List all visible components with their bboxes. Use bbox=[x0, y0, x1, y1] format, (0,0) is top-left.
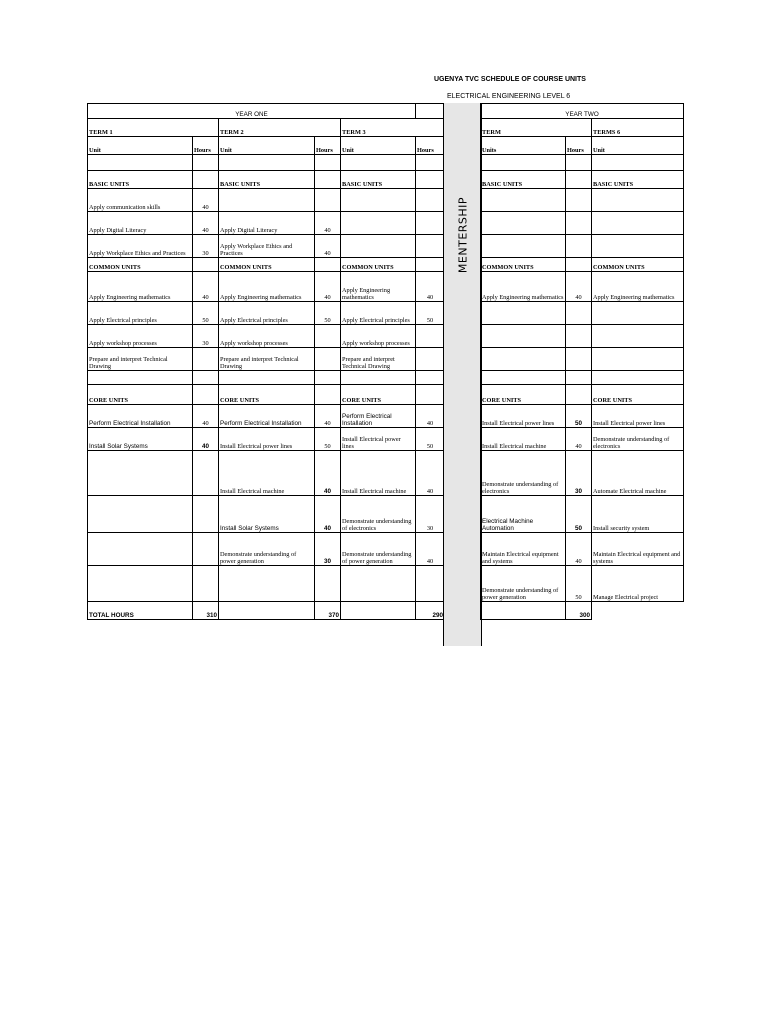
hours-cell: 50 bbox=[315, 302, 341, 325]
unit-cell: BASIC UNITS bbox=[219, 171, 315, 189]
hours-cell: 40 bbox=[315, 212, 341, 235]
total-term-3: 290 bbox=[416, 602, 445, 620]
unit-cell: Apply Engineering mathematics bbox=[88, 272, 193, 302]
hours-cell: 50 bbox=[416, 302, 445, 325]
unit-cell bbox=[592, 189, 684, 212]
unit-col-header: Unit bbox=[88, 137, 193, 155]
table-row bbox=[88, 566, 445, 602]
unit-cell: Apply Workplace Ethics and Practices bbox=[88, 235, 193, 258]
unit-cell: Install Electrical power lines bbox=[592, 405, 684, 428]
unit-cell bbox=[88, 371, 193, 385]
table-row bbox=[481, 302, 684, 325]
hours-cell bbox=[566, 258, 592, 272]
unit-cell bbox=[341, 212, 416, 235]
hours-cell bbox=[416, 566, 445, 602]
table-row bbox=[88, 371, 445, 385]
hours-cell bbox=[566, 171, 592, 189]
hours-cell bbox=[315, 171, 341, 189]
unit-cell bbox=[88, 496, 193, 533]
hours-cell bbox=[315, 348, 341, 371]
unit-cell bbox=[481, 325, 566, 348]
unit-cell bbox=[219, 155, 315, 171]
unit-cell bbox=[592, 371, 684, 385]
empty-cell bbox=[416, 104, 445, 119]
unit-cell bbox=[219, 566, 315, 602]
total-hours-label: TOTAL HOURS bbox=[88, 602, 193, 620]
unit-cell bbox=[341, 566, 416, 602]
table-row bbox=[88, 212, 445, 235]
empty-cell bbox=[592, 602, 684, 620]
hours-cell: 40 bbox=[193, 405, 219, 428]
term-6-header: TERMS 6 bbox=[592, 119, 684, 137]
table-row bbox=[88, 235, 445, 258]
empty-cell bbox=[481, 602, 566, 620]
table-row bbox=[88, 428, 445, 451]
hours-cell bbox=[193, 496, 219, 533]
hours-cell: 50 bbox=[315, 428, 341, 451]
unit-cell: Apply Electrical principles bbox=[88, 302, 193, 325]
unit-cell bbox=[88, 451, 193, 496]
empty-cell bbox=[219, 602, 315, 620]
hours-cell bbox=[416, 171, 445, 189]
hours-cell: 50 bbox=[566, 496, 592, 533]
hours-cell: 50 bbox=[193, 302, 219, 325]
hours-cell: 50 bbox=[566, 566, 592, 602]
table-row bbox=[481, 496, 684, 533]
total-year-two: 300 bbox=[566, 602, 592, 620]
unit-cell: Apply Workplace Ethics and Practices bbox=[219, 235, 315, 258]
hours-cell bbox=[193, 385, 219, 405]
unit-cell bbox=[592, 302, 684, 325]
unit-cell: Maintain Electrical equipment and systems bbox=[592, 533, 684, 566]
year-one-table bbox=[87, 103, 445, 620]
hours-cell bbox=[566, 302, 592, 325]
unit-cell: Apply Electrical principles bbox=[341, 302, 416, 325]
year-two-header: YEAR TWO bbox=[481, 104, 684, 119]
hours-cell bbox=[193, 451, 219, 496]
unit-cell: Automate Electrical machine bbox=[592, 451, 684, 496]
hours-cell: 40 bbox=[416, 272, 445, 302]
unit-col-header: Unit bbox=[592, 137, 684, 155]
hours-cell: 40 bbox=[416, 451, 445, 496]
unit-cell bbox=[481, 302, 566, 325]
hours-cell: 30 bbox=[566, 451, 592, 496]
hours-cell: 30 bbox=[315, 533, 341, 566]
table-row bbox=[481, 155, 684, 171]
term-2-header: TERM 2 bbox=[219, 119, 341, 137]
unit-cell: Apply Engineering mathematics bbox=[481, 272, 566, 302]
year-one-header: YEAR ONE bbox=[88, 104, 416, 119]
hours-cell: 40 bbox=[416, 405, 445, 428]
unit-cell bbox=[592, 212, 684, 235]
unit-cell: CORE UNITS bbox=[481, 385, 566, 405]
hours-cell bbox=[416, 348, 445, 371]
hours-cell bbox=[193, 533, 219, 566]
unit-cell: Demonstrate understanding of electronics bbox=[481, 451, 566, 496]
table-row bbox=[481, 171, 684, 189]
hours-cell: 40 bbox=[193, 272, 219, 302]
table-row bbox=[481, 385, 684, 405]
table-row bbox=[481, 258, 684, 272]
unit-cell: Install Solar Systems bbox=[219, 496, 315, 533]
table-row bbox=[481, 566, 684, 602]
table-row bbox=[481, 212, 684, 235]
table-row bbox=[481, 235, 684, 258]
table-row bbox=[88, 385, 445, 405]
unit-cell bbox=[88, 533, 193, 566]
hours-cell bbox=[566, 212, 592, 235]
hours-col-header: Hours bbox=[193, 137, 219, 155]
unit-cell: CORE UNITS bbox=[341, 385, 416, 405]
table-row bbox=[88, 533, 445, 566]
empty-cell bbox=[341, 602, 416, 620]
unit-cell bbox=[88, 566, 193, 602]
hours-cell bbox=[566, 155, 592, 171]
table-row bbox=[88, 496, 445, 533]
year-two-table bbox=[480, 103, 684, 620]
hours-cell: 40 bbox=[193, 428, 219, 451]
hours-col-header: Hours bbox=[416, 137, 445, 155]
hours-cell bbox=[193, 155, 219, 171]
hours-cell bbox=[566, 325, 592, 348]
unit-cell bbox=[481, 235, 566, 258]
unit-cell bbox=[592, 348, 684, 371]
hours-cell bbox=[315, 325, 341, 348]
unit-cell: Install Electrical machine bbox=[481, 428, 566, 451]
unit-cell: Apply Engineering mathematics bbox=[341, 272, 416, 302]
unit-cell bbox=[341, 235, 416, 258]
table-row bbox=[88, 302, 445, 325]
unit-cell bbox=[481, 155, 566, 171]
unit-cell: COMMON UNITS bbox=[592, 258, 684, 272]
unit-cell: Demonstrate understanding of electronics bbox=[341, 496, 416, 533]
hours-cell: 40 bbox=[193, 189, 219, 212]
unit-cell bbox=[341, 189, 416, 212]
unit-cell: Install Electrical power lines bbox=[219, 428, 315, 451]
unit-cell: COMMON UNITS bbox=[481, 258, 566, 272]
table-row bbox=[481, 428, 684, 451]
hours-cell bbox=[315, 189, 341, 212]
unit-cell: Apply Engineering mathematics bbox=[592, 272, 684, 302]
unit-cell bbox=[481, 212, 566, 235]
unit-cell: Maintain Electrical equipment and systems bbox=[481, 533, 566, 566]
hours-cell bbox=[315, 566, 341, 602]
hours-cell bbox=[315, 385, 341, 405]
table-row bbox=[88, 405, 445, 428]
table-row bbox=[481, 451, 684, 496]
unit-cell bbox=[341, 155, 416, 171]
unit-cell: Prepare and interpret Technical Drawing bbox=[88, 348, 193, 371]
hours-cell bbox=[416, 189, 445, 212]
hours-cell: 40 bbox=[315, 272, 341, 302]
hours-cell bbox=[416, 325, 445, 348]
unit-cell: CORE UNITS bbox=[88, 385, 193, 405]
hours-cell bbox=[416, 212, 445, 235]
unit-cell: Apply workshop processes bbox=[219, 325, 315, 348]
hours-cell bbox=[193, 348, 219, 371]
hours-cell bbox=[315, 155, 341, 171]
table-row bbox=[481, 348, 684, 371]
hours-cell bbox=[315, 371, 341, 385]
hours-cell bbox=[416, 258, 445, 272]
table-row bbox=[481, 189, 684, 212]
unit-cell: COMMON UNITS bbox=[88, 258, 193, 272]
hours-cell: 40 bbox=[315, 235, 341, 258]
hours-cell bbox=[566, 385, 592, 405]
unit-cell: Prepare and interpret Technical Drawing bbox=[219, 348, 315, 371]
unit-cell: Apply communication skills bbox=[88, 189, 193, 212]
unit-cell: Apply workshop processes bbox=[88, 325, 193, 348]
unit-cell bbox=[341, 371, 416, 385]
unit-cell bbox=[481, 189, 566, 212]
hours-cell bbox=[193, 371, 219, 385]
unit-cell: Demonstrate understanding of power generation bbox=[219, 533, 315, 566]
unit-cell: Install Electrical power lines bbox=[481, 405, 566, 428]
term-1-header: TERM 1 bbox=[88, 119, 219, 137]
table-row bbox=[481, 325, 684, 348]
units-col-header: Units bbox=[481, 137, 566, 155]
unit-cell bbox=[481, 371, 566, 385]
unit-cell: Manage Electrical project bbox=[592, 566, 684, 602]
table-row bbox=[88, 155, 445, 171]
hours-cell bbox=[416, 155, 445, 171]
hours-cell bbox=[566, 235, 592, 258]
hours-cell: 30 bbox=[193, 235, 219, 258]
unit-cell: BASIC UNITS bbox=[341, 171, 416, 189]
unit-cell: Electrical Machine Automation bbox=[481, 496, 566, 533]
unit-cell: BASIC UNITS bbox=[88, 171, 193, 189]
unit-cell: Prepare and interpret Technical Drawing bbox=[341, 348, 416, 371]
hours-cell: 30 bbox=[416, 496, 445, 533]
unit-cell: Install security system bbox=[592, 496, 684, 533]
schedule-subtitle: ELECTRICAL ENGINEERING LEVEL 6 bbox=[447, 93, 571, 100]
unit-cell bbox=[219, 189, 315, 212]
unit-cell: Install Electrical power lines bbox=[341, 428, 416, 451]
hours-cell: 40 bbox=[416, 533, 445, 566]
total-row bbox=[481, 602, 684, 620]
table-row bbox=[88, 325, 445, 348]
unit-cell: Apply Digital Literacy bbox=[88, 212, 193, 235]
unit-cell: Apply Digital Literacy bbox=[219, 212, 315, 235]
unit-cell: BASIC UNITS bbox=[481, 171, 566, 189]
unit-cell: Demonstrate understanding of power generation bbox=[341, 533, 416, 566]
table-row bbox=[88, 258, 445, 272]
mentership-column bbox=[443, 103, 482, 646]
hours-cell: 40 bbox=[566, 428, 592, 451]
unit-cell: CORE UNITS bbox=[592, 385, 684, 405]
total-row bbox=[88, 602, 445, 620]
total-term-2: 370 bbox=[315, 602, 341, 620]
unit-cell: CORE UNITS bbox=[219, 385, 315, 405]
table-row bbox=[481, 371, 684, 385]
hours-cell bbox=[566, 348, 592, 371]
table-row bbox=[88, 348, 445, 371]
table-row bbox=[88, 451, 445, 496]
table-row bbox=[481, 533, 684, 566]
unit-cell bbox=[219, 371, 315, 385]
hours-cell bbox=[566, 189, 592, 212]
hours-cell bbox=[416, 235, 445, 258]
hours-cell: 50 bbox=[566, 405, 592, 428]
unit-cell: Perform Electrical Installation bbox=[88, 405, 193, 428]
hours-cell bbox=[193, 258, 219, 272]
hours-cell: 40 bbox=[315, 405, 341, 428]
unit-cell bbox=[592, 325, 684, 348]
hours-cell bbox=[566, 371, 592, 385]
hours-cell bbox=[416, 371, 445, 385]
mentership-label: MENTERSHIP bbox=[456, 196, 469, 274]
unit-cell bbox=[88, 155, 193, 171]
hours-col-header: Hours bbox=[566, 137, 592, 155]
unit-cell: Install Electrical machine bbox=[219, 451, 315, 496]
term-3-header: TERM 3 bbox=[341, 119, 445, 137]
hours-cell: 40 bbox=[193, 212, 219, 235]
hours-cell: 40 bbox=[566, 533, 592, 566]
hours-col-header: Hours bbox=[315, 137, 341, 155]
table-row bbox=[481, 405, 684, 428]
unit-cell bbox=[592, 155, 684, 171]
term-5-header: TERM bbox=[481, 119, 592, 137]
schedule-title: UGENYA TVC SCHEDULE OF COURSE UNITS bbox=[434, 76, 586, 83]
unit-cell bbox=[592, 235, 684, 258]
unit-cell: Apply Electrical principles bbox=[219, 302, 315, 325]
table-row bbox=[88, 272, 445, 302]
hours-cell: 40 bbox=[315, 451, 341, 496]
hours-cell bbox=[193, 566, 219, 602]
table-row bbox=[88, 171, 445, 189]
table-row bbox=[481, 272, 684, 302]
unit-col-header: Unit bbox=[219, 137, 315, 155]
hours-cell: 40 bbox=[315, 496, 341, 533]
table-row bbox=[88, 189, 445, 212]
hours-cell: 30 bbox=[193, 325, 219, 348]
unit-cell: Perform Electrical Installation bbox=[341, 405, 416, 428]
unit-cell bbox=[481, 348, 566, 371]
hours-cell bbox=[193, 171, 219, 189]
hours-cell bbox=[416, 385, 445, 405]
unit-cell: Perform Electrical Installation bbox=[219, 405, 315, 428]
unit-cell: Install Solar Systems bbox=[88, 428, 193, 451]
total-term-1: 310 bbox=[193, 602, 219, 620]
unit-cell: COMMON UNITS bbox=[219, 258, 315, 272]
hours-cell: 40 bbox=[566, 272, 592, 302]
unit-cell: Apply workshop processes bbox=[341, 325, 416, 348]
unit-cell: Apply Engineering mathematics bbox=[219, 272, 315, 302]
hours-cell bbox=[315, 258, 341, 272]
unit-col-header: Unit bbox=[341, 137, 416, 155]
unit-cell: COMMON UNITS bbox=[341, 258, 416, 272]
unit-cell: Demonstrate understanding of power generation bbox=[481, 566, 566, 602]
unit-cell: Install Electrical machine bbox=[341, 451, 416, 496]
hours-cell: 50 bbox=[416, 428, 445, 451]
unit-cell: BASIC UNITS bbox=[592, 171, 684, 189]
unit-cell: Demonstrate understanding of electronics bbox=[592, 428, 684, 451]
